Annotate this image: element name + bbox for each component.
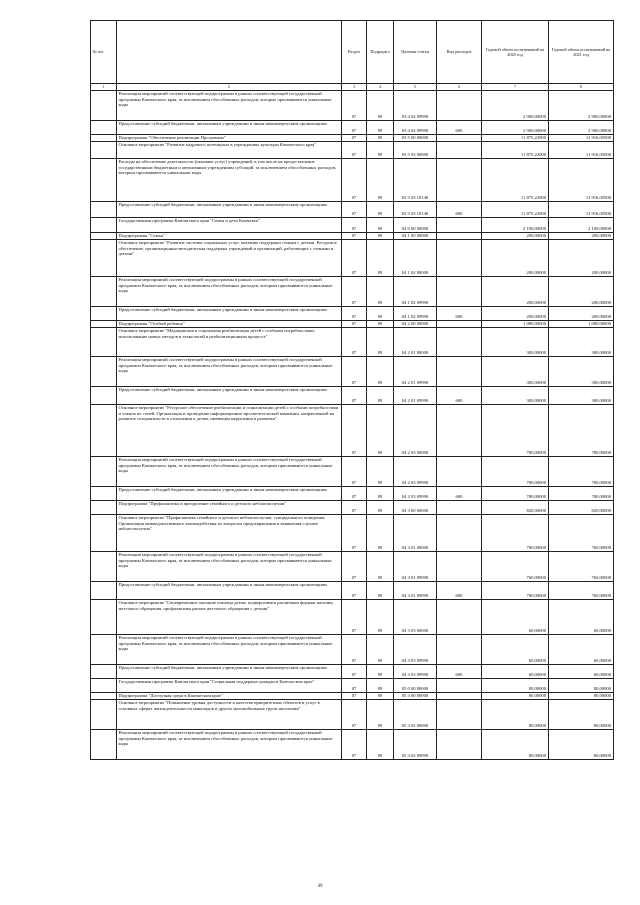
table-row: [91, 202, 614, 218]
expense-cell: [437, 552, 482, 582]
table-row: [91, 159, 614, 202]
section-cell: 07: [342, 552, 367, 582]
amount-2021-cell: 820,00000: [549, 501, 614, 515]
amount-2021-cell: 60,00000: [549, 665, 614, 679]
row-name: Предоставление субсидий бюджетным, автономным учреждениям и иным некоммерческим организациям: [117, 387, 342, 405]
num-cell: [91, 635, 117, 665]
amount-2020-cell: 80,00000: [482, 700, 549, 730]
expense-cell: [437, 240, 482, 277]
target-cell: 04 1 02 09990: [394, 307, 437, 321]
target-cell: 04 3 01 09990: [394, 582, 437, 600]
target-cell: 03 4 02 09990: [394, 121, 437, 135]
row-name: Подпрограмма "Профилактика и преодоление семейного и детского неблагополучия": [117, 501, 342, 515]
num-cell: [91, 218, 117, 233]
section-cell: 07: [342, 405, 367, 457]
section-cell: 07: [342, 202, 367, 218]
target-cell: 03 5 00 00000: [394, 135, 437, 142]
header-name: [117, 21, 342, 84]
row-name: Подпрограмма "Обеспечение реализации Программы": [117, 135, 342, 142]
table-row: [91, 679, 614, 693]
amount-2021-cell: 11 916,05000: [549, 159, 614, 202]
subsection-cell: 09: [367, 501, 394, 515]
row-name: Подпрограмма "Семья": [117, 233, 342, 240]
num-cell: [91, 405, 117, 457]
num-cell: [91, 387, 117, 405]
section-cell: 07: [342, 457, 367, 487]
expense-cell: [437, 218, 482, 233]
row-name: Реализация мероприятий соответствующей подпрограммы в рамках соответствующей государственной программы Камчатского края, за исключением обособленных расходов, которые присваиваются уникальные коды: [117, 552, 342, 582]
section-cell: 07: [342, 277, 367, 307]
row-name: Реализация мероприятий соответствующей подпрограммы в рамках соответствующей государственной программы Камчатского края, за исключением обособленных расходов, которым присваиваются уникальные коды: [117, 357, 342, 387]
subsection-cell: 09: [367, 277, 394, 307]
table-row: [91, 135, 614, 142]
amount-2020-cell: 780,00000: [482, 487, 549, 501]
table-row: [91, 730, 614, 760]
num-cell: [91, 501, 117, 515]
row-name: Предоставление субсидий бюджетным, автономным учреждениям и иным некоммерческим организациям: [117, 121, 342, 135]
amount-2020-cell: 60,00000: [482, 600, 549, 635]
table-row: [91, 142, 614, 159]
expense-cell: 600: [437, 665, 482, 679]
expense-cell: [437, 515, 482, 552]
target-cell: 04 2 00 00000: [394, 321, 437, 328]
budget-table-sheet: [90, 20, 613, 760]
header-2020: Годовой объем ассигнований на 2020 год: [482, 21, 549, 84]
row-name: Предоставление субсидий бюджетным, автономным учреждениям и иным некоммерческим организациям: [117, 665, 342, 679]
target-cell: 04 2 03 09990: [394, 487, 437, 501]
amount-2021-cell: 760,00000: [549, 552, 614, 582]
row-name: Основное мероприятие "Своевременное оказание помощи детям, подвергшимся различным формам насилия, жестокого обращения, профилактика рисков жестокого обращения с детьми": [117, 600, 342, 635]
section-cell: 07: [342, 387, 367, 405]
table-row: [91, 600, 614, 635]
section-cell: 07: [342, 328, 367, 357]
column-index: 2: [117, 84, 342, 91]
expense-cell: [437, 142, 482, 159]
row-name: Основное мероприятие "Повышение уровня доступности и качества приоритетных объектов и услуг в основных сферах жизнедеятельности инвалидов и других маломобильных групп населения": [117, 700, 342, 730]
target-cell: 04 2 03 09990: [394, 457, 437, 487]
table-row: [91, 693, 614, 700]
expense-cell: [437, 328, 482, 357]
row-name: Основное мероприятие "Развитие кадрового потенциала в учреждениях культуры Камчатского края": [117, 142, 342, 159]
expense-cell: [437, 159, 482, 202]
subsection-cell: 09: [367, 142, 394, 159]
num-cell: [91, 159, 117, 202]
table-row: [91, 582, 614, 600]
table-row: [91, 240, 614, 277]
num-cell: [91, 693, 117, 700]
target-cell: 03 5 03 10140: [394, 202, 437, 218]
subsection-cell: 09: [367, 582, 394, 600]
expense-cell: [437, 135, 482, 142]
amount-2021-cell: 200,00000: [549, 277, 614, 307]
subsection-cell: 09: [367, 487, 394, 501]
target-cell: 04 2 03 00000: [394, 405, 437, 457]
expense-cell: 600: [437, 307, 482, 321]
num-cell: [91, 552, 117, 582]
section-cell: 07: [342, 121, 367, 135]
num-cell: [91, 202, 117, 218]
subsection-cell: 09: [367, 328, 394, 357]
row-name: Реализация мероприятий соответствующей подпрограммы в рамках соответствующей государственной программы Камчатского края, за исключением обособленных расходов, которым присваиваются уникальные коды: [117, 277, 342, 307]
expense-cell: [437, 635, 482, 665]
expense-cell: 600: [437, 487, 482, 501]
amount-2020-cell: 80,00000: [482, 730, 549, 760]
expense-cell: [437, 693, 482, 700]
table-row: [91, 552, 614, 582]
subsection-cell: 09: [367, 218, 394, 233]
subsection-cell: 09: [367, 693, 394, 700]
subsection-cell: 09: [367, 515, 394, 552]
table-row: [91, 457, 614, 487]
subsection-cell: 09: [367, 635, 394, 665]
subsection-cell: 09: [367, 405, 394, 457]
num-cell: [91, 328, 117, 357]
expense-cell: [437, 405, 482, 457]
row-name: Расходы на обеспечение деятельности (оказание услуг) учреждений, в том числе на предоставление государственным бюджетным и автономным учреждениям субсидий, за исключением обособленных расходов, которым присваиваются уникальные коды: [117, 159, 342, 202]
target-cell: 03 5 03 10140: [394, 159, 437, 202]
row-name: Подпрограмма "Доступная среда в Камчатском крае": [117, 693, 342, 700]
num-cell: [91, 515, 117, 552]
amount-2021-cell: 780,00000: [549, 405, 614, 457]
subsection-cell: 09: [367, 730, 394, 760]
amount-2020-cell: 2 100,00000: [482, 218, 549, 233]
expense-cell: 600: [437, 387, 482, 405]
amount-2021-cell: 300,00000: [549, 357, 614, 387]
subsection-cell: 09: [367, 135, 394, 142]
table-row: [91, 635, 614, 665]
expense-cell: [437, 600, 482, 635]
table-row: [91, 277, 614, 307]
num-cell: [91, 240, 117, 277]
num-cell: [91, 730, 117, 760]
header-target: Целевая статья: [394, 21, 437, 84]
header-expense: Вид расходов: [437, 21, 482, 84]
section-cell: 07: [342, 693, 367, 700]
section-cell: 07: [342, 159, 367, 202]
section-cell: 07: [342, 135, 367, 142]
amount-2021-cell: 780,00000: [549, 487, 614, 501]
amount-2021-cell: 60,00000: [549, 600, 614, 635]
target-cell: 04 2 01 09990: [394, 387, 437, 405]
column-index: 5: [394, 84, 437, 91]
num-cell: [91, 307, 117, 321]
section-cell: 07: [342, 700, 367, 730]
subsection-cell: 09: [367, 321, 394, 328]
expense-cell: [437, 233, 482, 240]
column-index: 6: [437, 84, 482, 91]
row-name: Реализация мероприятий соответствующей подпрограммы в рамках соответствующей государственной программы Камчатского края, за исключением обособленных расходов, которым присваиваются уникальные коды: [117, 457, 342, 487]
header-section: Раздел: [342, 21, 367, 84]
subsection-cell: 09: [367, 357, 394, 387]
column-index: 3: [342, 84, 367, 91]
row-name: Предоставление субсидий бюджетным, автономным учреждениям и иным некоммерческим организациям: [117, 202, 342, 218]
page-number: 49: [317, 884, 323, 889]
section-cell: 07: [342, 487, 367, 501]
subsection-cell: 09: [367, 240, 394, 277]
row-name: Предоставление субсидий бюджетным, автономным учреждениям и иным некоммерческим организациям: [117, 582, 342, 600]
column-index: 7: [482, 84, 549, 91]
row-name: Предоставление субсидий бюджетным, автономным учреждениям и иным некоммерческим организациям: [117, 487, 342, 501]
expense-cell: 600: [437, 202, 482, 218]
subsection-cell: 09: [367, 121, 394, 135]
expense-cell: [437, 91, 482, 121]
num-cell: [91, 582, 117, 600]
amount-2020-cell: 11 875,22000: [482, 159, 549, 202]
row-name: Основное мероприятие "Медицинская и социальная реабилитация детей с особыми потребностями, использование новых методов и технологий в реабилитационном процессе": [117, 328, 342, 357]
subsection-cell: 09: [367, 665, 394, 679]
column-index: 8: [549, 84, 614, 91]
amount-2020-cell: 200,00000: [482, 240, 549, 277]
subsection-cell: 09: [367, 307, 394, 321]
table-row: [91, 487, 614, 501]
subsection-cell: 09: [367, 202, 394, 218]
target-cell: 05 0 00 00000: [394, 679, 437, 693]
amount-2021-cell: 80,00000: [549, 693, 614, 700]
subsection-cell: 09: [367, 159, 394, 202]
num-cell: [91, 665, 117, 679]
table-row: [91, 700, 614, 730]
amount-2020-cell: 80,00000: [482, 679, 549, 693]
amount-2021-cell: 2 100,00000: [549, 218, 614, 233]
subsection-cell: 09: [367, 552, 394, 582]
amount-2020-cell: 300,00000: [482, 387, 549, 405]
target-cell: 04 3 03 00000: [394, 600, 437, 635]
column-index-row: [91, 84, 614, 91]
subsection-cell: 09: [367, 457, 394, 487]
row-name: Основное мероприятие "Профилактика семейного и детского неблагополучия, суицидального поведения. Организация межведомственного взаимодействия по вопросам предотвращения и выявления случаев неблагополучия": [117, 515, 342, 552]
table-row: [91, 321, 614, 328]
amount-2020-cell: 2 900,00000: [482, 91, 549, 121]
budget-table: [90, 20, 614, 760]
amount-2020-cell: 760,00000: [482, 515, 549, 552]
amount-2021-cell: 2 900,00000: [549, 91, 614, 121]
section-cell: 07: [342, 307, 367, 321]
amount-2021-cell: 200,00000: [549, 240, 614, 277]
amount-2021-cell: 80,00000: [549, 700, 614, 730]
amount-2020-cell: 200,00000: [482, 307, 549, 321]
num-cell: [91, 679, 117, 693]
num-cell: [91, 121, 117, 135]
section-cell: 07: [342, 730, 367, 760]
row-name: Основное мероприятие "Ресурсное обеспечение реабилитации и социализации детей с особыми потребностями и членов их семей. Организация и проведение информационно-просветительской кампании, направленной на развитие толерантности в отношении к детям, имеющим нарушения в развитии": [117, 405, 342, 457]
num-cell: [91, 135, 117, 142]
amount-2020-cell: 60,00000: [482, 635, 549, 665]
amount-2020-cell: 200,00000: [482, 277, 549, 307]
expense-cell: [437, 501, 482, 515]
header-2021: Годовой объем ассигнований на 2021 год: [549, 21, 614, 84]
section-cell: 07: [342, 665, 367, 679]
expense-cell: [437, 457, 482, 487]
target-cell: 04 2 01 09990: [394, 357, 437, 387]
section-cell: 07: [342, 600, 367, 635]
amount-2020-cell: 780,00000: [482, 405, 549, 457]
amount-2021-cell: 2 900,00000: [549, 121, 614, 135]
amount-2021-cell: 760,00000: [549, 515, 614, 552]
section-cell: 07: [342, 679, 367, 693]
num-cell: [91, 487, 117, 501]
header-row: [91, 21, 614, 84]
table-row: [91, 515, 614, 552]
amount-2021-cell: 1 080,00000: [549, 321, 614, 328]
section-cell: 07: [342, 218, 367, 233]
expense-cell: 600: [437, 121, 482, 135]
section-cell: 07: [342, 321, 367, 328]
amount-2020-cell: 2 900,00000: [482, 121, 549, 135]
row-name: Государственная программа Камчатского края "Семья и дети Камчатки": [117, 218, 342, 233]
row-name: Подпрограмма "Особый ребенок": [117, 321, 342, 328]
row-name: Основное мероприятие "Развитие системы социальных услуг, оказание поддержки семьям с детьми. Ресурсное обеспечение, организационно-методическая поддержка учреждений и организаций, работающих с семьями и детьми": [117, 240, 342, 277]
amount-2020-cell: 11 875,22000: [482, 135, 549, 142]
num-cell: [91, 233, 117, 240]
target-cell: 04 3 00 00000: [394, 501, 437, 515]
target-cell: 03 5 03 00000: [394, 142, 437, 159]
header-num: № п/п: [91, 21, 117, 84]
column-index: 4: [367, 84, 394, 91]
subsection-cell: 09: [367, 91, 394, 121]
subsection-cell: 09: [367, 600, 394, 635]
table-row: [91, 307, 614, 321]
num-cell: [91, 142, 117, 159]
amount-2021-cell: 300,00000: [549, 387, 614, 405]
expense-cell: 600: [437, 582, 482, 600]
target-cell: 04 3 03 09990: [394, 635, 437, 665]
num-cell: [91, 277, 117, 307]
column-index: 1: [91, 84, 117, 91]
amount-2020-cell: 11 875,22000: [482, 202, 549, 218]
amount-2020-cell: 80,00000: [482, 693, 549, 700]
target-cell: 04 3 01 00000: [394, 515, 437, 552]
amount-2020-cell: 780,00000: [482, 457, 549, 487]
section-cell: 07: [342, 357, 367, 387]
table-row: [91, 328, 614, 357]
table-row: [91, 665, 614, 679]
section-cell: 07: [342, 582, 367, 600]
target-cell: 03 4 02 09990: [394, 91, 437, 121]
target-cell: 04 3 03 09990: [394, 665, 437, 679]
amount-2021-cell: 11 916,05000: [549, 202, 614, 218]
subsection-cell: 09: [367, 679, 394, 693]
amount-2021-cell: 200,00000: [549, 307, 614, 321]
target-cell: 04 3 01 09990: [394, 552, 437, 582]
section-cell: 07: [342, 501, 367, 515]
expense-cell: [437, 357, 482, 387]
table-row: [91, 233, 614, 240]
amount-2021-cell: 300,00000: [549, 328, 614, 357]
expense-cell: [437, 679, 482, 693]
table-row: [91, 121, 614, 135]
amount-2020-cell: 300,00000: [482, 328, 549, 357]
num-cell: [91, 357, 117, 387]
table-row: [91, 218, 614, 233]
amount-2020-cell: 11 875,22000: [482, 142, 549, 159]
section-cell: 07: [342, 635, 367, 665]
amount-2020-cell: 1 080,00000: [482, 321, 549, 328]
target-cell: 04 1 02 09990: [394, 277, 437, 307]
target-cell: 05 3 02 00000: [394, 700, 437, 730]
amount-2021-cell: 780,00000: [549, 457, 614, 487]
target-cell: 05 3 00 00000: [394, 693, 437, 700]
section-cell: 07: [342, 91, 367, 121]
amount-2020-cell: 300,00000: [482, 357, 549, 387]
header-subsection: Подраздел: [367, 21, 394, 84]
amount-2020-cell: 820,00000: [482, 501, 549, 515]
num-cell: [91, 321, 117, 328]
table-row: [91, 501, 614, 515]
section-cell: 07: [342, 233, 367, 240]
expense-cell: [437, 730, 482, 760]
row-name: Реализация мероприятий соответствующей подпрограммы в рамках соответствующей государственной программы Камчатского края, за исключением обособленных расходов, которым присваиваются уникальные коды: [117, 730, 342, 760]
expense-cell: [437, 700, 482, 730]
amount-2021-cell: 200,00000: [549, 233, 614, 240]
row-name: Реализация мероприятий соответствующей подпрограммы в рамках соответствующей государственной программы Камчатского края, за исключением обособленных расходов, которым присваиваются уникальные коды: [117, 635, 342, 665]
amount-2021-cell: 80,00000: [549, 679, 614, 693]
amount-2020-cell: 60,00000: [482, 665, 549, 679]
amount-2020-cell: 760,00000: [482, 552, 549, 582]
row-name: Реализация мероприятий соответствующей подпрограммы в рамках соответствующей государственной программы Камчатского края, за исключением обособленных расходов, которые присваиваются уникальные коды: [117, 91, 342, 121]
subsection-cell: 09: [367, 387, 394, 405]
table-row: [91, 387, 614, 405]
subsection-cell: 09: [367, 700, 394, 730]
amount-2021-cell: 60,00000: [549, 635, 614, 665]
target-cell: 04 2 01 00000: [394, 328, 437, 357]
table-row: [91, 357, 614, 387]
expense-cell: [437, 277, 482, 307]
section-cell: 07: [342, 515, 367, 552]
amount-2021-cell: 80,00000: [549, 730, 614, 760]
target-cell: 05 3 02 09990: [394, 730, 437, 760]
section-cell: 07: [342, 142, 367, 159]
amount-2021-cell: 11 916,05000: [549, 135, 614, 142]
section-cell: 07: [342, 240, 367, 277]
row-name: Предоставление субсидий бюджетным, автономным учреждениям и иным некоммерческим организациям: [117, 307, 342, 321]
subsection-cell: 09: [367, 233, 394, 240]
target-cell: 04 1 00 00000: [394, 233, 437, 240]
num-cell: [91, 457, 117, 487]
amount-2021-cell: 11 916,05000: [549, 142, 614, 159]
num-cell: [91, 600, 117, 635]
expense-cell: [437, 321, 482, 328]
table-row: [91, 405, 614, 457]
amount-2020-cell: 200,00000: [482, 233, 549, 240]
table-row: [91, 91, 614, 121]
amount-2020-cell: 760,00000: [482, 582, 549, 600]
target-cell: 04 1 02 00000: [394, 240, 437, 277]
amount-2021-cell: 760,00000: [549, 582, 614, 600]
target-cell: 04 0 00 00000: [394, 218, 437, 233]
num-cell: [91, 91, 117, 121]
row-name: Государственная программа Камчатского края "Социальная поддержка граждан в Камчатском крае": [117, 679, 342, 693]
num-cell: [91, 700, 117, 730]
